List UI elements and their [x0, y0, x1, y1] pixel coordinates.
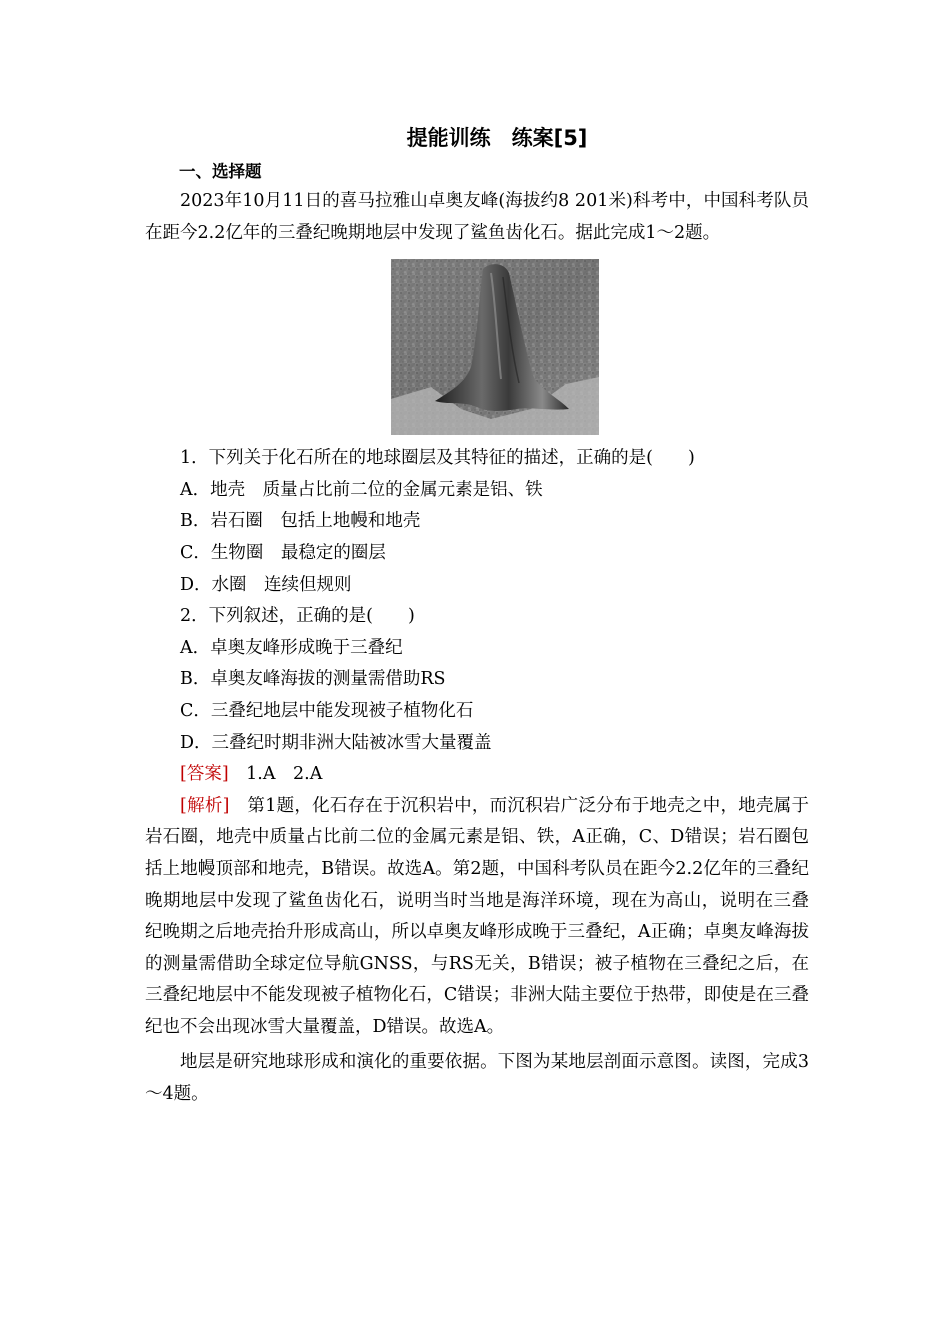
question-1-stem: 1．下列关于化石所在的地球圈层及其特征的描述，正确的是( ) [180, 448, 695, 469]
answer-text: 1.A 2.A [228, 764, 323, 785]
analysis-label: [解析] [180, 795, 230, 816]
question-1-option-c: C．生物圈 最稳定的圈层 [180, 542, 386, 563]
question-2-option-c: C．三叠纪地层中能发现被子植物化石 [180, 700, 474, 721]
question-1-option-b: B．岩石圈 包括上地幔和地壳 [180, 511, 421, 532]
document-content [145, 118, 809, 1111]
question-1-option-d: D．水圈 连续但规则 [180, 574, 352, 595]
question-2-option-b: B．卓奥友峰海拔的测量需借助RS [180, 669, 446, 690]
question-2-option-a: A．卓奥友峰形成晚于三叠纪 [180, 637, 403, 658]
question-2-option-d: D．三叠纪时期非洲大陆被冰雪大量覆盖 [180, 732, 492, 753]
section-heading: 一、选择题 [179, 162, 262, 181]
page-title: 提能训练 练案[5] [406, 126, 588, 150]
analysis-paragraph [145, 791, 809, 1044]
question-1-option-a: A．地壳 质量占比前二位的金属元素是铝、铁 [180, 479, 543, 500]
answer-label: [答案] [180, 764, 229, 785]
question-2-stem: 2．下列叙述，正确的是( ) [180, 606, 415, 627]
intro-paragraph-q1-2: 2023年10月11日的喜马拉雅山卓奥友峰(海拔约8 201米)科考中，中国科考队员在距今2.2亿年的三叠纪晚期地层中发现了鲨鱼齿化石。据此完成1～2题。 [145, 191, 809, 243]
analysis-text: 第1题，化石存在于沉积岩中，而沉积岩广泛分布于地壳之中，地壳属于岩石圈，地壳中质量占比前二位的金属元素是铝、铁，A正确，C、D错误；岩石圈包括上地幔顶部和地壳，B错误。故选A。第2题，中国科考队员在距今2.2亿年的三叠纪晚期地层中发现了鲨鱼齿化石，说明当时当地是海洋环境，现在为高山，说明在三叠纪晚期之后地壳抬升形成高山，所以卓奥友峰形成晚于三叠纪，A正确；卓奥友峰海拔的测量需借助全球定位导航GNSS，与RS无关，B错误；被子植物在三叠纪之后，在三叠纪地层中不能发现被子植物化石，C错误；非洲大陆主要位于热带，即使是在三叠纪也不会出现冰雪大量覆盖，D错误。故选A。 [145, 795, 809, 1037]
intro-paragraph-q3-4: 地层是研究地球形成和演化的重要依据。下图为某地层剖面示意图。读图，完成3～4题。 [145, 1052, 809, 1105]
fossil-image [391, 259, 599, 435]
answer-line [145, 759, 809, 791]
shark-tooth-fossil-photo [391, 259, 599, 435]
